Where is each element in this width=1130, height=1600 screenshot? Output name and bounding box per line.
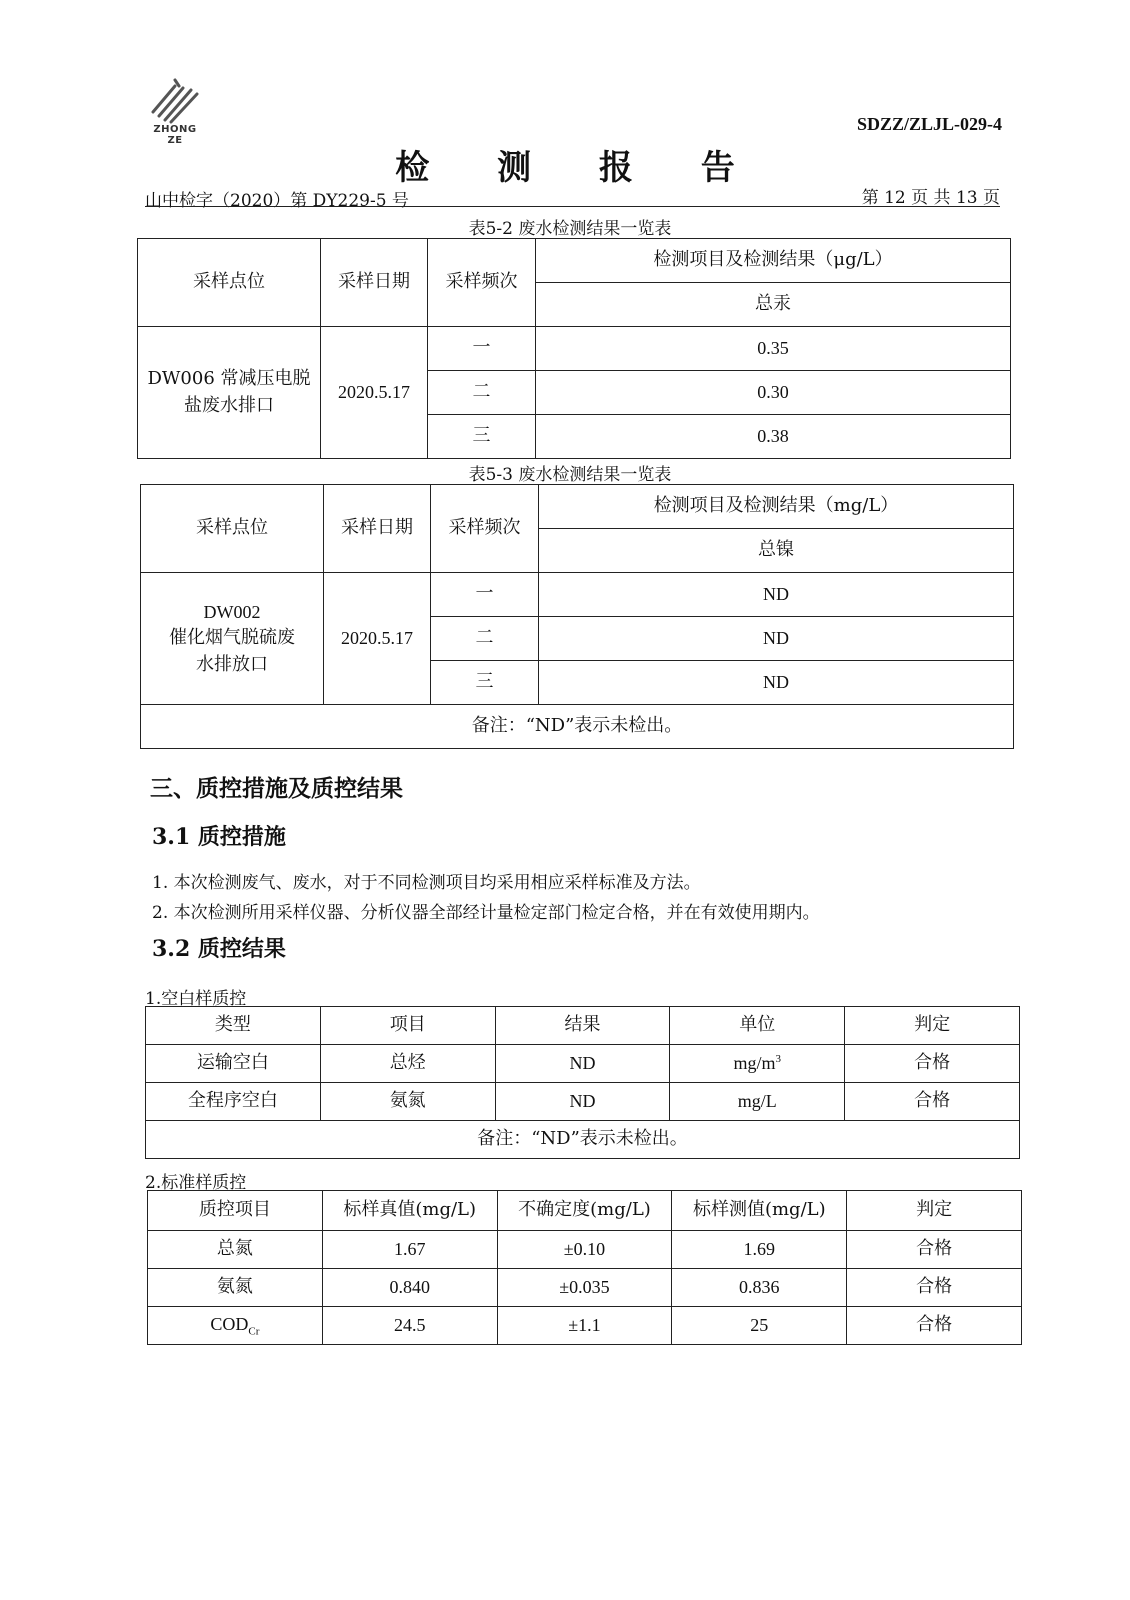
item-subscript: Cr	[248, 1325, 260, 1338]
header-cell: 类型	[146, 1007, 321, 1045]
judge-cell: 合格	[847, 1231, 1022, 1269]
col-site-header: 采样点位	[138, 239, 321, 327]
value-cell: ND	[539, 661, 1014, 705]
header-cell: 不确定度(mg/L)	[497, 1191, 672, 1231]
unit-cell	[670, 1045, 845, 1083]
header-divider	[145, 206, 1000, 207]
item-cell: 总氮	[148, 1231, 323, 1269]
table-5-3	[140, 484, 1014, 749]
result-cell: ND	[495, 1083, 670, 1121]
col-results-header: 检测项目及检测结果（μg/L）	[536, 239, 1011, 283]
item-cell	[148, 1307, 323, 1345]
unit-superscript: 3	[775, 1053, 782, 1066]
col-freq-header: 采样频次	[431, 485, 539, 573]
logo-stripes-icon	[145, 78, 205, 124]
table-row	[141, 573, 1014, 617]
header-cell: 单位	[670, 1007, 845, 1045]
measured-cell: 1.69	[672, 1231, 847, 1269]
standard-qc-table	[147, 1190, 1022, 1345]
header-cell: 项目	[320, 1007, 495, 1045]
freq-cell: 三	[431, 661, 539, 705]
table-row	[148, 1269, 1022, 1307]
date-cell: 2020.5.17	[324, 573, 431, 705]
site-line: 催化烟气脱硫废	[169, 627, 295, 649]
unit-cell	[670, 1083, 845, 1121]
value-cell: 0.35	[536, 327, 1011, 371]
freq-cell: 一	[428, 327, 536, 371]
site-cell	[141, 573, 324, 705]
col-site-header: 采样点位	[141, 485, 324, 573]
value-cell: ND	[539, 573, 1014, 617]
freq-cell: 一	[431, 573, 539, 617]
value-cell: 0.38	[536, 415, 1011, 459]
table-row	[148, 1307, 1022, 1345]
value-cell: ND	[539, 617, 1014, 661]
paragraph-1: 1. 本次检测废气、废水，对于不同检测项目均采用相应采样标准及方法。	[152, 873, 701, 893]
value-cell: 0.30	[536, 371, 1011, 415]
col-item-header: 总汞	[536, 283, 1011, 327]
uncertainty-cell: ±1.1	[497, 1307, 672, 1345]
table-row	[138, 327, 1011, 371]
paragraph-2: 2. 本次检测所用采样仪器、分析仪器全部经计量检定部门检定合格，并在有效使用期内。	[152, 903, 820, 923]
judge-cell: 合格	[847, 1307, 1022, 1345]
type-cell: 运输空白	[146, 1045, 321, 1083]
table-row	[146, 1083, 1020, 1121]
uncertainty-cell: ±0.10	[497, 1231, 672, 1269]
header-cell: 判定	[845, 1007, 1020, 1045]
table-5-2-caption: 表5-2 废水检测结果一览表	[468, 219, 672, 239]
header-cell: 判定	[847, 1191, 1022, 1231]
header-cell: 标样真值(mg/L)	[322, 1191, 497, 1231]
site-cell: DW006 常减压电脱盐废水排口	[138, 327, 321, 459]
subsection-3-2-heading: 3.2 质控结果	[152, 936, 286, 962]
col-results-header: 检测项目及检测结果（mg/L）	[539, 485, 1014, 529]
header-cell: 质控项目	[148, 1191, 323, 1231]
col-date-header: 采样日期	[321, 239, 428, 327]
measured-cell: 0.836	[672, 1269, 847, 1307]
uncertainty-cell: ±0.035	[497, 1269, 672, 1307]
item-cell: 总烃	[320, 1045, 495, 1083]
site-line: 水排放口	[196, 653, 268, 675]
table-row	[146, 1045, 1020, 1083]
page-number: 第 12 页 共 13 页	[861, 188, 1000, 208]
company-logo	[145, 78, 215, 146]
date-cell: 2020.5.17	[321, 327, 428, 459]
standard-qc-title: 2.标准样质控	[145, 1173, 247, 1193]
item-cell: 氨氮	[148, 1269, 323, 1307]
section-heading: 三、质控措施及质控结果	[150, 775, 403, 802]
table-note: 备注：“ND”表示未检出。	[146, 1121, 1020, 1159]
freq-cell: 二	[428, 371, 536, 415]
freq-cell: 三	[428, 415, 536, 459]
col-freq-header: 采样频次	[428, 239, 536, 327]
true-value-cell: 24.5	[322, 1307, 497, 1345]
page-title: 检 测 报 告	[395, 148, 763, 188]
true-value-cell: 1.67	[322, 1231, 497, 1269]
logo-text: ZHONG ZE	[153, 124, 197, 146]
measured-cell: 25	[672, 1307, 847, 1345]
header-cell: 结果	[495, 1007, 670, 1045]
col-date-header: 采样日期	[324, 485, 431, 573]
report-number: 山中检字（2020）第 DY229-5 号	[145, 191, 409, 211]
col-item-header: 总镍	[539, 529, 1014, 573]
header-cell: 标样测值(mg/L)	[672, 1191, 847, 1231]
table-note: 备注：“ND”表示未检出。	[141, 705, 1014, 749]
document-code: SDZZ/ZLJL-029-4	[856, 114, 1002, 134]
judge-cell: 合格	[845, 1083, 1020, 1121]
item-text: COD	[210, 1313, 249, 1334]
table-row	[148, 1231, 1022, 1269]
table-5-2	[137, 238, 1011, 459]
blank-qc-title: 1.空白样质控	[145, 989, 247, 1009]
true-value-cell: 0.840	[322, 1269, 497, 1307]
type-cell: 全程序空白	[146, 1083, 321, 1121]
item-cell: 氨氮	[320, 1083, 495, 1121]
table-5-3-caption: 表5-3 废水检测结果一览表	[468, 465, 672, 485]
subsection-3-1-heading: 3.1 质控措施	[152, 824, 286, 850]
judge-cell: 合格	[847, 1269, 1022, 1307]
judge-cell: 合格	[845, 1045, 1020, 1083]
unit-text: mg/L	[737, 1091, 777, 1112]
freq-cell: 二	[431, 617, 539, 661]
site-line: DW002	[203, 602, 261, 623]
blank-qc-table	[145, 1006, 1020, 1159]
unit-text: mg/m	[733, 1053, 776, 1074]
result-cell: ND	[495, 1045, 670, 1083]
